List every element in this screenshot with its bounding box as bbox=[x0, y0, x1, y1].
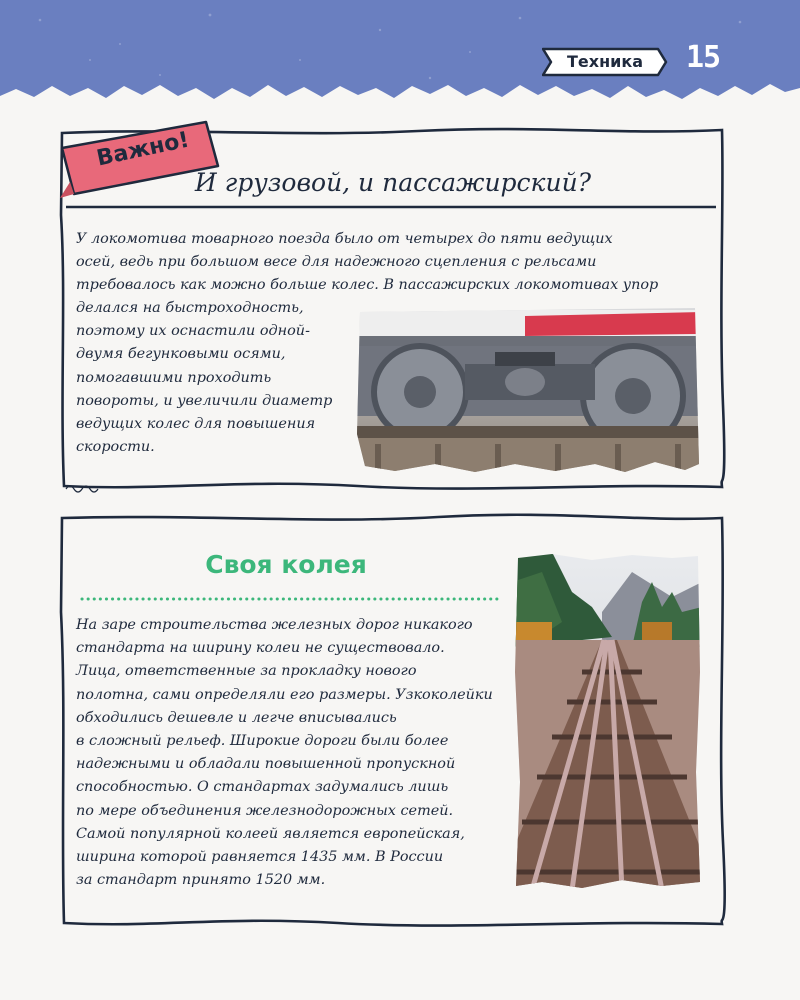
box1-line: требовалось как можно больше колес. В пассажирских локомотивах упор bbox=[76, 277, 659, 294]
section-label: Техника bbox=[566, 52, 643, 71]
box2-line: обходились дешевле и легче вписывались bbox=[76, 709, 397, 726]
box1-line: повороты, и увеличили диаметр bbox=[76, 392, 333, 409]
header-band bbox=[0, 0, 800, 110]
box1-line: осей, ведь при большом весе для надежного сцепления с рельсами bbox=[76, 254, 597, 271]
box1-title: И грузовой, и пассажирский? bbox=[194, 168, 592, 197]
box1-line: скорости. bbox=[76, 439, 155, 456]
box2-line: способностью. О стандартах задумались лишь bbox=[76, 779, 449, 796]
box2-line: по мере объединения железнодорожных сетей. bbox=[76, 802, 454, 819]
box1-line: поэтому их оснастили одной- bbox=[76, 323, 310, 340]
railway-track-photo bbox=[512, 552, 702, 890]
box1-paragraph-narrow bbox=[76, 297, 356, 459]
section-tag bbox=[542, 47, 668, 77]
box2-line: за стандарт принято 1520 мм. bbox=[76, 872, 326, 889]
box1-title-divider bbox=[66, 204, 716, 210]
locomotive-bogie-photo bbox=[355, 304, 700, 474]
important-badge-label: Важно! bbox=[94, 127, 192, 172]
box2-line: Лица, ответственные за прокладку нового bbox=[76, 663, 417, 680]
box2-line: На заре строительства железных дорог никакого bbox=[76, 617, 473, 633]
box2-line: надежными и обладали повышенной пропускной bbox=[76, 756, 456, 773]
box1-line: ведущих колес для повышения bbox=[76, 416, 316, 433]
box2-title-dotted-divider bbox=[80, 597, 500, 601]
box2-line: полотна, сами определяли его размеры. Узкоколейки bbox=[76, 686, 493, 703]
page-number: 15 bbox=[686, 40, 721, 75]
box2-line: стандарта на ширину колеи не существовало. bbox=[76, 640, 445, 657]
box2-paragraph bbox=[76, 614, 502, 892]
box1-line: делался на быстроходность, bbox=[76, 300, 304, 316]
box2-line: Самой популярной колеей является европейская, bbox=[76, 825, 465, 842]
box2-title: Своя колея bbox=[205, 550, 367, 579]
box1-paragraph bbox=[76, 228, 696, 298]
box1-line: У локомотива товарного поезда было от четырех до пяти ведущих bbox=[76, 231, 613, 247]
box1-line: двумя бегунковыми осями, bbox=[76, 346, 286, 363]
box2-line: ширина которой равняется 1435 мм. В России bbox=[76, 849, 444, 866]
box2-line: в сложный рельеф. Широкие дороги были более bbox=[76, 733, 449, 750]
box1-line: помогавшими проходить bbox=[76, 369, 272, 386]
